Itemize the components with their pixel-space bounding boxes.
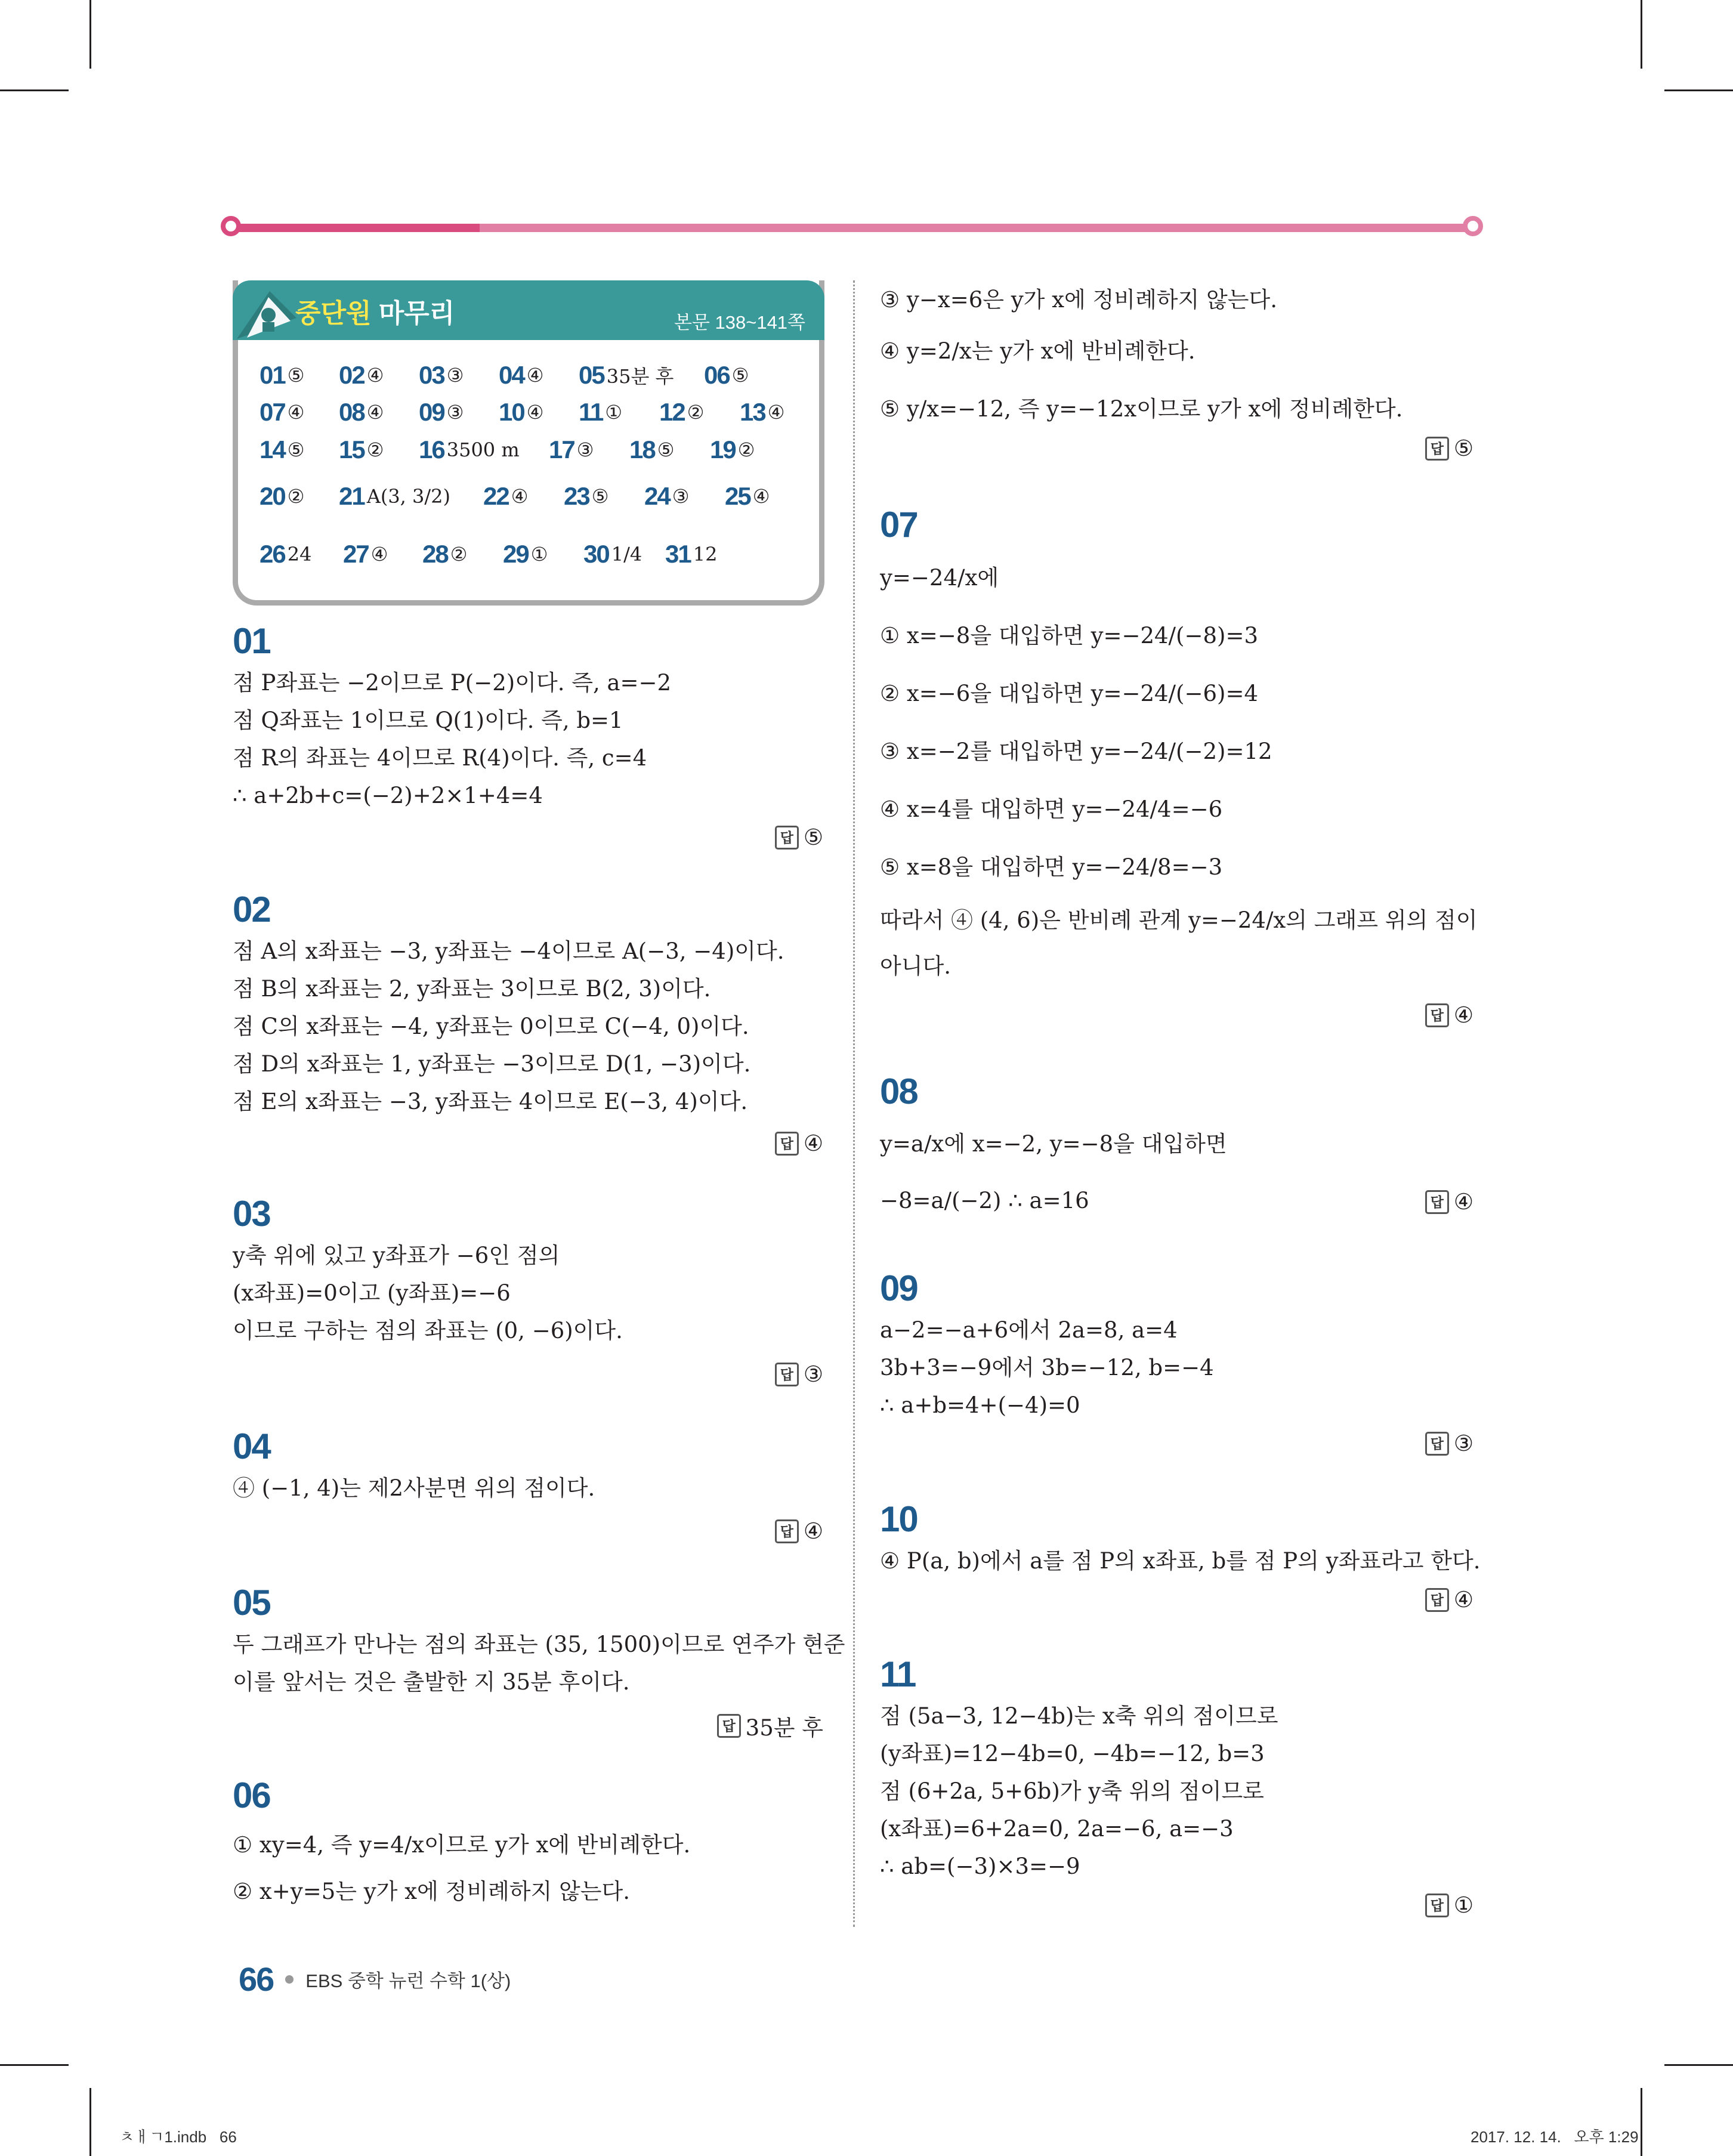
crop-mark [1664,89,1733,91]
question-number: 23 [564,482,589,510]
answer-label-icon: 답 [1425,1003,1449,1027]
question-number: 15 [339,435,364,464]
crop-mark [0,89,69,91]
question-number: 26 [260,540,285,568]
text-line: 점 P좌표는 −2이므로 P(−2)이다. 즉, a=−2 [233,670,672,696]
text-line: ⑤ x=8을 대입하면 y=−24/8=−3 [880,854,1223,880]
answer-label-icon: 답 [1425,1190,1449,1214]
page-ref: 본문 138~141쪽 [674,312,805,333]
question-number: 11 [579,398,603,426]
text-line: ④ x=4를 대입하면 y=−24/4=−6 [880,796,1223,822]
print-timestamp: 2017. 12. 14. 오후 1:29 [1471,2128,1639,2146]
question-number: 09 [419,398,444,426]
question-answer: ③ [576,438,594,461]
answer-value: ④ [803,1130,823,1156]
question-number: 16 [419,435,444,464]
question-number: 07 [260,398,285,426]
question-number: 19 [710,435,736,464]
quick-answer-item [704,361,749,390]
text-line: ④ (−1, 4)는 제2사분면 위의 점이다. [233,1475,595,1501]
question-number: 06 [704,361,730,389]
lamp-icon [234,285,299,342]
answer [775,1130,823,1156]
quick-answer-item [419,398,464,427]
text-line: ③ x=−2를 대입하면 y=−24/(−2)=12 [880,739,1272,764]
quick-answer-item [343,540,388,569]
answer [1425,435,1473,461]
crop-mark [1641,0,1642,69]
quick-answer-item [549,435,594,464]
question-number: 31 [665,540,691,568]
quick-answer-item [710,435,755,464]
file-info: ㅊㅐㄱ1.indb 66 [119,2128,237,2146]
text-line: 점 C의 x좌표는 −4, y좌표는 0이므로 C(−4, 0)이다. [233,1014,749,1039]
section-title: 01 [233,621,270,661]
question-number: 05 [579,361,604,389]
quick-answer-item [564,482,608,511]
section-title: 10 [880,1499,918,1539]
question-number: 04 [499,361,524,389]
question-answer: ④ [366,401,384,424]
answer-value: ⑤ [1453,435,1473,461]
quick-answer-item [339,361,384,390]
question-number: 28 [422,540,448,568]
section-09 [880,1268,1214,1424]
section-title: 11 [880,1654,916,1694]
question-number: 29 [503,540,529,568]
section-11 [880,1654,1278,1885]
question-answer: ⑤ [591,485,609,508]
question-answer: ③ [446,364,464,387]
quick-answer-item [260,398,304,427]
text-line: 이므로 구하는 점의 좌표는 (0, −6)이다. [233,1318,623,1343]
text-line: 두 그래프가 만나는 점의 좌표는 (35, 1500)이므로 연주가 현준 [233,1632,845,1657]
answer-label-icon: 답 [775,826,799,850]
answer [1425,1892,1473,1918]
quick-answer-item [499,398,543,427]
answer-value: ③ [803,1361,823,1387]
answer [1425,1431,1473,1456]
question-number: 25 [725,482,750,510]
text-line: −8=a/(−2) ∴ a=16 [880,1188,1089,1213]
text-line: (x좌표)=0이고 (y좌표)=−6 [233,1280,511,1306]
answer-label-icon: 답 [1425,1432,1449,1456]
section-01 [233,620,671,814]
question-number: 18 [629,435,655,464]
answer-value: ③ [1453,1431,1473,1456]
text-line: ① x=−8을 대입하면 y=−24/(−8)=3 [880,623,1258,648]
question-number: 12 [659,398,685,426]
crop-mark [1641,2088,1642,2156]
text-line: ② x=−6을 대입하면 y=−24/(−6)=4 [880,681,1258,706]
text-line: ∴ ab=(−3)×3=−9 [880,1854,1080,1879]
crop-mark [89,0,91,69]
text-line: ∴ a+2b+c=(−2)+2×1+4=4 [233,783,543,808]
quick-answer-item [579,398,622,427]
quick-answer-item [419,435,520,464]
quick-answer-item [503,540,548,569]
answer-label-icon: 답 [1425,1894,1449,1917]
text-line: y=a/x에 x=−2, y=−8을 대입하면 [880,1131,1227,1157]
answer-value: ⑤ [803,824,823,850]
section-05 [233,1582,845,1701]
question-answer: ⑤ [731,364,749,387]
answer [775,824,823,850]
section-06 [233,1775,690,1915]
text-line: y축 위에 있고 y좌표가 −6인 점의 [233,1243,560,1268]
text-line: 따라서 ④ (4, 6)은 반비례 관계 y=−24/x의 그래프 위의 점이 [880,907,1478,933]
answer [1425,1587,1473,1613]
question-answer: 24 [287,543,312,566]
question-number: 10 [499,398,524,426]
section-02 [233,889,784,1120]
answer-value: ④ [1453,1189,1473,1215]
text-line: (x좌표)=6+2a=0, 2a=−6, a=−3 [880,1816,1234,1842]
text-line: 점 (6+2a, 5+6b)가 y축 위의 점이므로 [880,1778,1264,1804]
question-answer: ④ [366,364,384,387]
text-line: ⑤ y/x=−12, 즉 y=−12x이므로 y가 x에 정비례한다. [880,396,1403,422]
answer-label-icon: 답 [1425,437,1449,461]
text-line: ① xy=4, 즉 y=4/x이므로 y가 x에 반비례한다. [233,1832,691,1858]
question-answer: ① [605,401,623,424]
question-answer: ⑤ [287,438,305,461]
crop-mark [0,2064,69,2066]
quick-answer-item [260,482,304,511]
crop-mark [89,2088,91,2156]
section-title: 03 [233,1194,270,1234]
quick-answer-item [629,435,674,464]
banner-rest: 마무리 [371,299,455,328]
text-line: (y좌표)=12−4b=0, −4b=−12, b=3 [880,1741,1265,1766]
section-title: 07 [880,505,918,545]
text-line: 점 E의 x좌표는 −3, y좌표는 4이므로 E(−3, 4)이다. [233,1089,748,1114]
text-line: 점 A의 x좌표는 −3, y좌표는 −4이므로 A(−3, −4)이다. [233,938,784,964]
text-line: 점 R의 좌표는 4이므로 R(4)이다. 즉, c=4 [233,745,647,771]
question-answer: 1/4 [611,543,642,566]
section-title: 02 [233,889,270,929]
section-06-continued [880,274,1403,441]
answer-label-icon: 답 [775,1519,799,1543]
answer-label-icon: 답 [1425,1588,1449,1612]
text-line: 점 Q좌표는 1이므로 Q(1)이다. 즉, b=1 [233,708,623,733]
question-answer: ④ [526,401,544,424]
rule-end-left [221,216,241,236]
question-answer: ④ [526,364,544,387]
answer [775,1518,823,1544]
question-number: 24 [644,482,670,510]
question-answer: ④ [370,543,388,566]
quick-answer-item [339,482,450,511]
question-answer: ③ [672,485,690,508]
text-line: 아니다. [880,953,951,979]
quick-answer-item [419,361,464,390]
question-answer: ④ [511,485,529,508]
text-line: 점 D의 x좌표는 1, y좌표는 −3이므로 D(1, −3)이다. [233,1051,751,1077]
question-answer: ③ [446,401,464,424]
quick-answer-item [483,482,528,511]
quick-answer-item [499,361,543,390]
question-answer: ② [287,485,305,508]
answer-label-icon: 답 [775,1363,799,1386]
section-title: 09 [880,1268,918,1308]
answer-value: ④ [1453,1587,1473,1613]
question-answer: 3500 m [446,438,520,461]
answer-value: ④ [1453,1002,1473,1028]
section-03 [233,1193,623,1349]
question-number: 27 [343,540,369,568]
answer-label-icon: 답 [717,1714,741,1738]
quick-answer-item [583,540,642,569]
text-line: 3b+3=−9에서 3b=−12, b=−4 [880,1355,1214,1380]
section-title: 04 [233,1426,270,1466]
text-line: 이를 앞서는 것은 출발한 지 35분 후이다. [233,1669,630,1695]
section-title: 08 [880,1071,918,1111]
answer-value: ① [1453,1892,1473,1918]
question-answer: ② [366,438,384,461]
answer [775,1361,823,1387]
quick-answer-item [260,361,304,390]
text-line: ② x+y=5는 y가 x에 정비례하지 않는다. [233,1879,630,1904]
question-answer: ④ [767,401,785,424]
question-number: 03 [419,361,444,389]
answer [1425,1002,1473,1028]
section-10 [880,1499,1481,1580]
quick-answer-item [260,435,304,464]
question-answer: ② [687,401,705,424]
quick-answer-item [422,540,467,569]
question-number: 17 [549,435,574,464]
question-number: 14 [260,435,285,464]
quick-answer-item [339,398,384,427]
bullet-icon [285,1975,294,1984]
column-divider [853,280,855,1927]
quick-answer-item [579,361,674,390]
question-answer: ① [530,543,548,566]
question-answer: ② [737,438,755,461]
rule-end-right [1463,216,1483,236]
question-number: 30 [583,540,609,568]
question-answer: ② [450,543,468,566]
question-number: 22 [483,482,509,510]
text-line: ∴ a+b=4+(−4)=0 [880,1392,1080,1418]
quick-answer-item [725,482,770,511]
question-number: 08 [339,398,364,426]
answer [717,1710,823,1742]
question-answer: A(3, 3/2) [366,485,450,508]
section-title: 06 [233,1775,270,1815]
question-number: 01 [260,361,285,389]
top-rule [231,224,1472,232]
text-line: 점 B의 x좌표는 2, y좌표는 3이므로 B(2, 3)이다. [233,976,711,1002]
question-number: 02 [339,361,364,389]
page-number: 66 [239,1960,274,1998]
quick-answer-item [260,540,311,569]
text-line: 점 (5a−3, 12−4b)는 x축 위의 점이므로 [880,1703,1278,1729]
question-answer: ⑤ [287,364,305,387]
section-title: 05 [233,1583,270,1623]
question-answer: 35분 후 [606,365,674,388]
text-line: a−2=−a+6에서 2a=8, a=4 [880,1317,1178,1343]
quick-answer-item [740,398,784,427]
banner-title [295,292,455,330]
section-07 [880,504,1478,988]
question-answer: ④ [752,485,770,508]
text-line: ④ P(a, b)에서 a를 점 P의 x좌표, b를 점 P의 y좌표라고 한다. [880,1548,1481,1574]
question-answer: ④ [287,401,305,424]
page-footer [239,1960,511,1999]
text-line: ④ y=2/x는 y가 x에 반비례한다. [880,338,1196,364]
quick-answer-item [665,540,717,569]
question-number: 21 [339,482,364,510]
question-number: 13 [740,398,765,426]
question-answer: 12 [693,543,718,566]
answer-label-icon: 답 [775,1132,799,1156]
answer [1425,1189,1473,1215]
question-answer: ⑤ [657,438,675,461]
banner-highlight: 중단원 [295,299,372,328]
answer-value: ④ [803,1518,823,1544]
question-number: 20 [260,482,285,510]
quick-answer-item [659,398,704,427]
book-title: EBS 중학 뉴런 수학 1(상) [305,1970,511,1991]
text-line: y=−24/x에 [880,565,999,591]
section-08 [880,1071,1227,1229]
quick-answer-item [339,435,384,464]
quick-answer-item [644,482,689,511]
crop-mark [1664,2064,1733,2066]
text-line: ③ y−x=6은 y가 x에 정비례하지 않는다. [880,287,1277,313]
section-04 [233,1426,595,1507]
answer-value: 35분 후 [745,1715,823,1741]
